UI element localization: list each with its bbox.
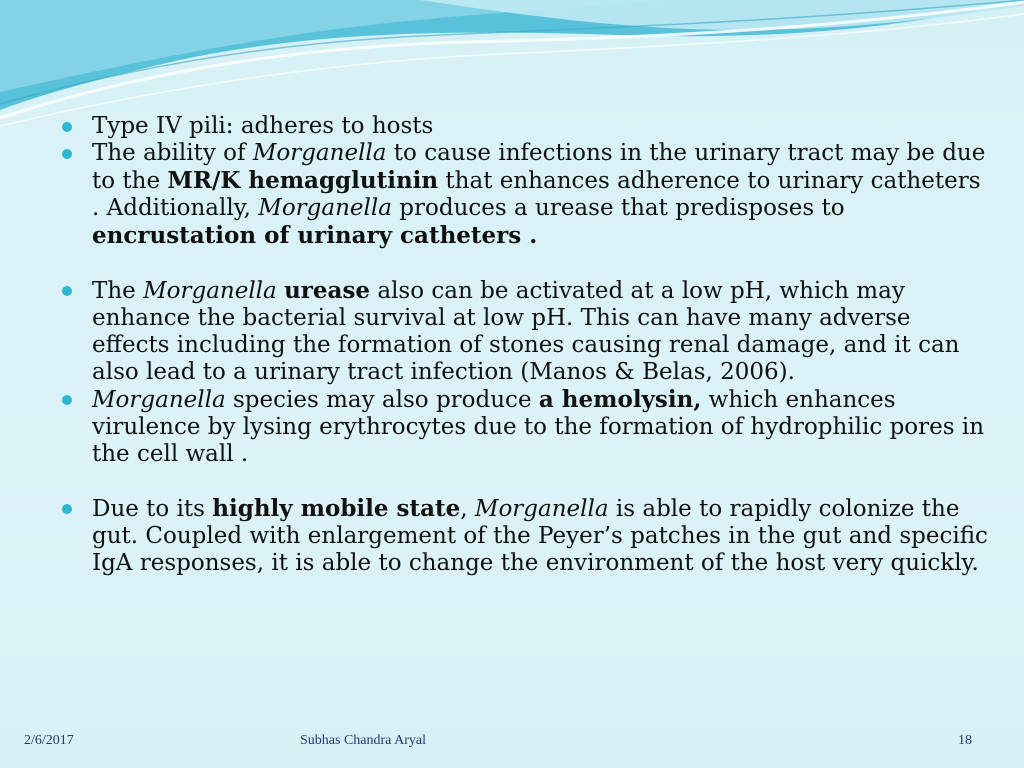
bullet-text: The Morganella urease also can be activated at a low pH, which may enhance the bacterial survival at low pH. This can have many adverse effects including the formation of stones causing renal damage, and it can also lead to a urinary tract infection (Manos & Belas, 2006). (92, 277, 960, 385)
bullet-text: Due to its highly mobile state, Morganella is able to rapidly colonize the gut. Coupled with enlargement of the Peyer’s patches in the gut and specific IgA responses, it is able to change the environment of the host very quickly. (92, 495, 988, 576)
bullet-item (62, 140, 992, 250)
bullet-item (62, 277, 992, 386)
bullet-dot-icon (62, 395, 72, 405)
bullet-dot-icon (62, 149, 72, 159)
bullet-dot-icon (62, 504, 72, 514)
bullet-item (62, 386, 992, 468)
footer-page-number: 18 (958, 733, 972, 748)
bullet-dot-icon (62, 286, 72, 296)
footer-date: 2/6/2017 (24, 733, 74, 748)
bullet-list (62, 113, 992, 577)
bullet-text: Type IV pili: adheres to hosts (92, 113, 434, 139)
decorative-wave-header (0, 0, 1024, 130)
footer-author: Subhas Chandra Aryal (300, 733, 426, 748)
bullet-item (62, 113, 992, 140)
bullet-item (62, 495, 992, 577)
bullet-text: Morganella species may also produce a hemolysin, which enhances virulence by lysing erythrocytes due to the formation of hydrophilic pores in the cell wall . (92, 386, 985, 467)
bullet-text: The ability of Morganella to cause infections in the urinary tract may be due to the MR/K hemagglutinin that enhances adherence to urinary catheters . Additionally, Morganella produces a urease that predisposes to encrustation of urinary catheters . (92, 140, 986, 249)
bullet-dot-icon (62, 122, 72, 132)
